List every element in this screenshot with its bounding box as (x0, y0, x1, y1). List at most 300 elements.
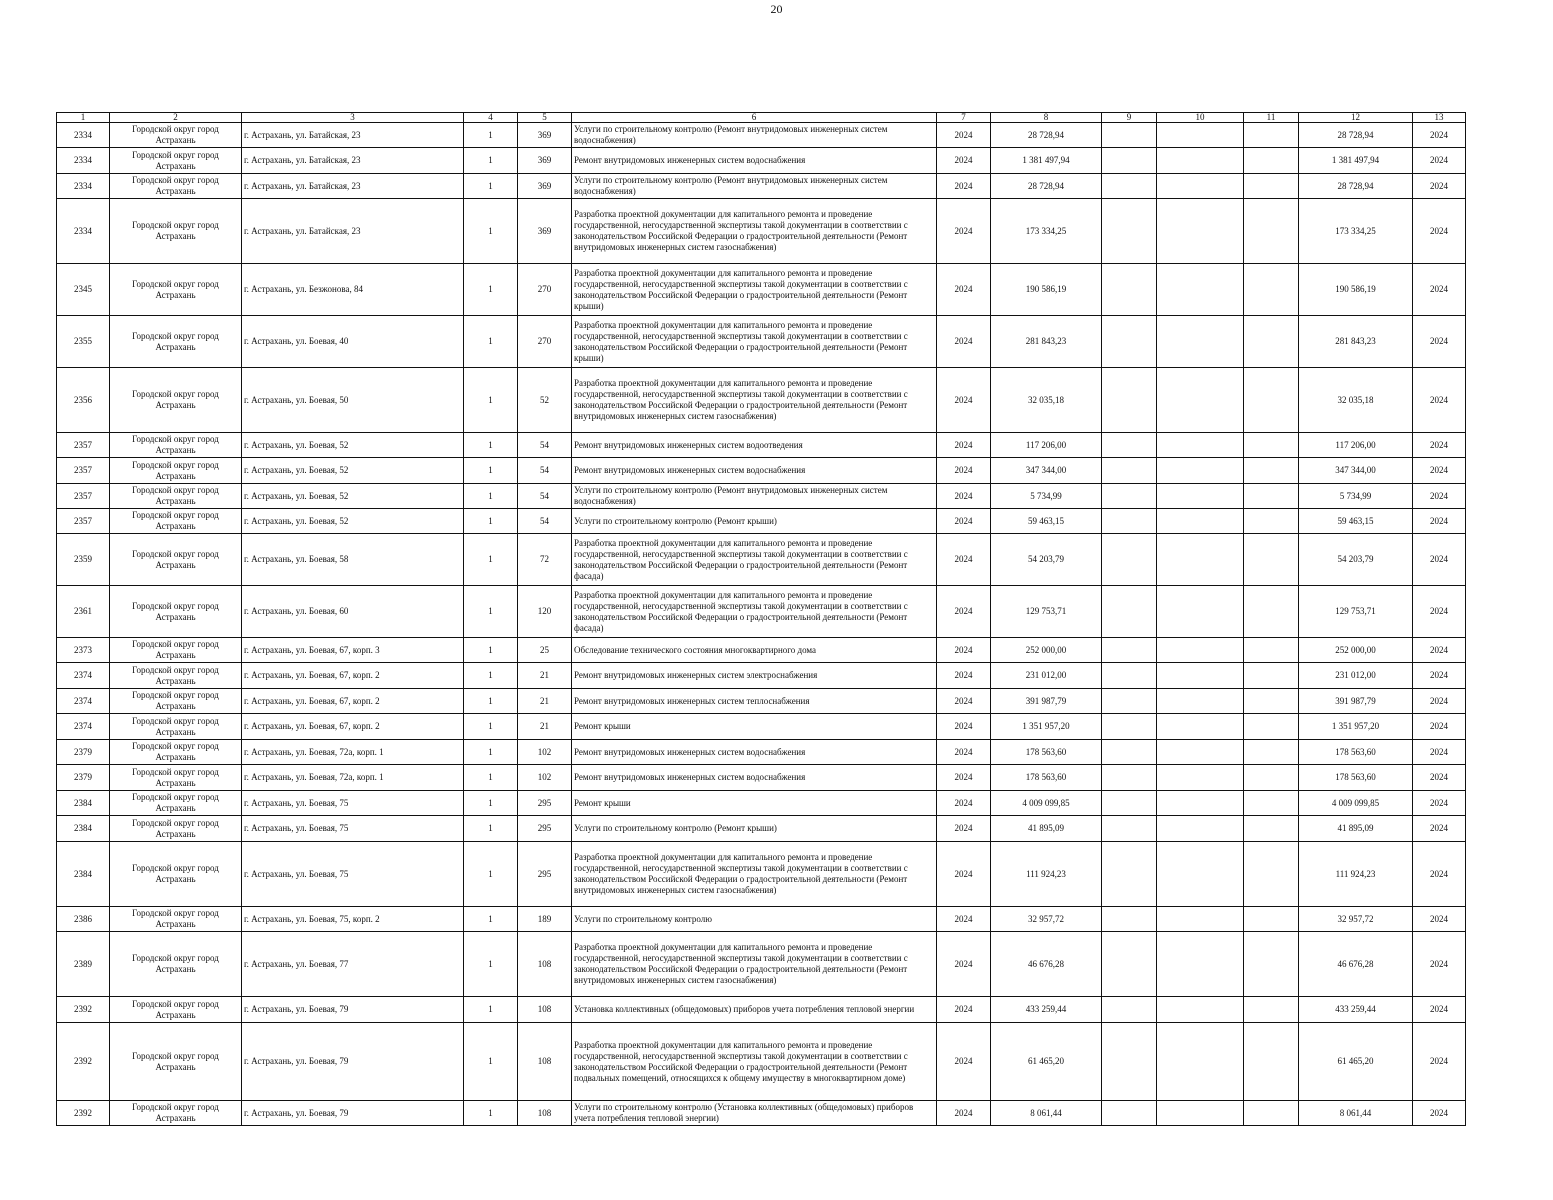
work-type-cell: Услуги по строительному контролю (Ремонт крыши) (572, 509, 937, 534)
year-cell: 2024 (937, 199, 991, 264)
address-cell: г. Астрахань, ул. Боевая, 60 (242, 586, 464, 638)
col11-cell (1244, 534, 1299, 586)
fund-amount-cell: 61 465,20 (1299, 1023, 1413, 1101)
col5-cell: 270 (518, 316, 572, 368)
col10-cell (1157, 264, 1244, 316)
fund-amount-cell: 190 586,19 (1299, 264, 1413, 316)
col5-cell: 21 (518, 714, 572, 740)
table-row (57, 534, 1466, 586)
col5-cell: 369 (518, 199, 572, 264)
record-id: 2334 (57, 174, 110, 199)
municipality-cell: Городской округ город Астрахань (110, 316, 242, 368)
table-row (57, 997, 1466, 1023)
col5-cell: 369 (518, 148, 572, 174)
col10-cell (1157, 509, 1244, 534)
col10-cell (1157, 1023, 1244, 1101)
col5-cell: 270 (518, 264, 572, 316)
col4-cell: 1 (464, 458, 518, 484)
municipality-cell: Городской округ город Астрахань (110, 534, 242, 586)
col11-cell (1244, 997, 1299, 1023)
col5-cell: 54 (518, 509, 572, 534)
table-row (57, 433, 1466, 458)
record-id: 2357 (57, 509, 110, 534)
col4-cell: 1 (464, 932, 518, 997)
col10-cell (1157, 842, 1244, 907)
col5-cell: 369 (518, 174, 572, 199)
address-cell: г. Астрахань, ул. Боевая, 40 (242, 316, 464, 368)
col11-cell (1244, 1101, 1299, 1126)
table-row (57, 123, 1466, 148)
address-cell: г. Астрахань, ул. Боевая, 52 (242, 509, 464, 534)
col11-cell (1244, 509, 1299, 534)
record-id: 2373 (57, 638, 110, 663)
fund-amount-cell: 46 676,28 (1299, 932, 1413, 997)
municipality-cell: Городской округ город Астрахань (110, 997, 242, 1023)
completion-year-cell: 2024 (1413, 458, 1466, 484)
col9-cell (1102, 791, 1157, 816)
col4-cell: 1 (464, 816, 518, 842)
col11-cell (1244, 765, 1299, 791)
table-row (57, 199, 1466, 264)
fund-amount-cell: 391 987,79 (1299, 689, 1413, 714)
record-id: 2384 (57, 816, 110, 842)
col5-cell: 21 (518, 663, 572, 689)
fund-amount-cell: 433 259,44 (1299, 997, 1413, 1023)
table-row (57, 316, 1466, 368)
col4-cell: 1 (464, 484, 518, 509)
address-cell: г. Астрахань, ул. Боевая, 72а, корп. 1 (242, 765, 464, 791)
table-row (57, 509, 1466, 534)
completion-year-cell: 2024 (1413, 316, 1466, 368)
total-cost-cell: 1 381 497,94 (991, 148, 1102, 174)
total-cost-cell: 28 728,94 (991, 174, 1102, 199)
col4-cell: 1 (464, 689, 518, 714)
col9-cell (1102, 458, 1157, 484)
col10-cell (1157, 368, 1244, 433)
total-cost-cell: 281 843,23 (991, 316, 1102, 368)
address-cell: г. Астрахань, ул. Боевая, 52 (242, 484, 464, 509)
work-type-cell: Услуги по строительному контролю (Ремонт внутридомовых инженерных систем водоснабжения) (572, 484, 937, 509)
col10-cell (1157, 638, 1244, 663)
year-cell: 2024 (937, 816, 991, 842)
work-type-cell: Ремонт внутридомовых инженерных систем водоснабжения (572, 765, 937, 791)
address-cell: г. Астрахань, ул. Боевая, 67, корп. 2 (242, 714, 464, 740)
col10-cell (1157, 458, 1244, 484)
fund-amount-cell: 231 012,00 (1299, 663, 1413, 689)
record-id: 2356 (57, 368, 110, 433)
year-cell: 2024 (937, 123, 991, 148)
fund-amount-cell: 111 924,23 (1299, 842, 1413, 907)
work-type-cell: Ремонт внутридомовых инженерных систем водоснабжения (572, 740, 937, 765)
address-cell: г. Астрахань, ул. Батайская, 23 (242, 174, 464, 199)
year-cell: 2024 (937, 638, 991, 663)
col5-cell: 54 (518, 433, 572, 458)
total-cost-cell: 178 563,60 (991, 740, 1102, 765)
completion-year-cell: 2024 (1413, 174, 1466, 199)
work-type-cell: Услуги по строительному контролю (Установка коллективных (общедомовых) приборов учета потребления тепловой энергии) (572, 1101, 937, 1126)
col5-cell: 295 (518, 842, 572, 907)
page-number: 20 (770, 2, 783, 16)
col9-cell (1102, 316, 1157, 368)
total-cost-cell: 28 728,94 (991, 123, 1102, 148)
col4-cell: 1 (464, 907, 518, 932)
completion-year-cell: 2024 (1413, 714, 1466, 740)
col4-cell: 1 (464, 791, 518, 816)
year-cell: 2024 (937, 1023, 991, 1101)
address-cell: г. Астрахань, ул. Батайская, 23 (242, 148, 464, 174)
table-row (57, 1101, 1466, 1126)
year-cell: 2024 (937, 148, 991, 174)
municipality-cell: Городской округ город Астрахань (110, 484, 242, 509)
col11-cell (1244, 433, 1299, 458)
record-id: 2334 (57, 199, 110, 264)
col5-cell: 21 (518, 689, 572, 714)
table-row (57, 638, 1466, 663)
municipality-cell: Городской округ город Астрахань (110, 1101, 242, 1126)
address-cell: г. Астрахань, ул. Боевая, 58 (242, 534, 464, 586)
col11-cell (1244, 123, 1299, 148)
municipality-cell: Городской округ город Астрахань (110, 199, 242, 264)
table-row (57, 1023, 1466, 1101)
col9-cell (1102, 433, 1157, 458)
record-id: 2359 (57, 534, 110, 586)
municipality-cell: Городской округ город Астрахань (110, 148, 242, 174)
year-cell: 2024 (937, 316, 991, 368)
fund-amount-cell: 173 334,25 (1299, 199, 1413, 264)
col11-cell (1244, 714, 1299, 740)
municipality-cell: Городской округ город Астрахань (110, 932, 242, 997)
year-cell: 2024 (937, 714, 991, 740)
col9-cell (1102, 714, 1157, 740)
year-cell: 2024 (937, 689, 991, 714)
address-cell: г. Астрахань, ул. Боевая, 79 (242, 1101, 464, 1126)
col10-cell (1157, 534, 1244, 586)
table-row (57, 907, 1466, 932)
column-header: 13 (1413, 113, 1466, 123)
address-cell: г. Астрахань, ул. Боевая, 75 (242, 791, 464, 816)
column-header: 2 (110, 113, 242, 123)
record-id: 2357 (57, 458, 110, 484)
total-cost-cell: 347 344,00 (991, 458, 1102, 484)
col4-cell: 1 (464, 368, 518, 433)
completion-year-cell: 2024 (1413, 765, 1466, 791)
total-cost-cell: 1 351 957,20 (991, 714, 1102, 740)
column-header: 5 (518, 113, 572, 123)
record-id: 2384 (57, 791, 110, 816)
record-id: 2379 (57, 765, 110, 791)
col11-cell (1244, 842, 1299, 907)
work-type-cell: Ремонт внутридомовых инженерных систем водоснабжения (572, 148, 937, 174)
total-cost-cell: 117 206,00 (991, 433, 1102, 458)
fund-amount-cell: 5 734,99 (1299, 484, 1413, 509)
col11-cell (1244, 316, 1299, 368)
address-cell: г. Астрахань, ул. Безжонова, 84 (242, 264, 464, 316)
record-id: 2374 (57, 714, 110, 740)
col10-cell (1157, 484, 1244, 509)
work-type-cell: Разработка проектной документации для капитального ремонта и проведение государственной, негосударственной экспертизы такой документации в соответствии с законодательством Российской Федерации о градостроительной деятельности (Ремонт крыши) (572, 316, 937, 368)
total-cost-cell: 433 259,44 (991, 997, 1102, 1023)
col5-cell: 52 (518, 368, 572, 433)
col4-cell: 1 (464, 433, 518, 458)
total-cost-cell: 5 734,99 (991, 484, 1102, 509)
total-cost-cell: 252 000,00 (991, 638, 1102, 663)
col11-cell (1244, 932, 1299, 997)
fund-amount-cell: 41 895,09 (1299, 816, 1413, 842)
address-cell: г. Астрахань, ул. Боевая, 67, корп. 2 (242, 689, 464, 714)
column-header: 4 (464, 113, 518, 123)
table-row (57, 932, 1466, 997)
address-cell: г. Астрахань, ул. Боевая, 67, корп. 3 (242, 638, 464, 663)
col4-cell: 1 (464, 148, 518, 174)
col4-cell: 1 (464, 765, 518, 791)
column-number-row (57, 113, 1466, 123)
col5-cell: 72 (518, 534, 572, 586)
total-cost-cell: 59 463,15 (991, 509, 1102, 534)
col9-cell (1102, 638, 1157, 663)
completion-year-cell: 2024 (1413, 484, 1466, 509)
year-cell: 2024 (937, 433, 991, 458)
col9-cell (1102, 199, 1157, 264)
column-header: 12 (1299, 113, 1413, 123)
municipality-cell: Городской округ город Астрахань (110, 368, 242, 433)
record-id: 2374 (57, 689, 110, 714)
col11-cell (1244, 484, 1299, 509)
record-id: 2389 (57, 932, 110, 997)
total-cost-cell: 391 987,79 (991, 689, 1102, 714)
col9-cell (1102, 689, 1157, 714)
table-row (57, 714, 1466, 740)
fund-amount-cell: 1 351 957,20 (1299, 714, 1413, 740)
col5-cell: 25 (518, 638, 572, 663)
year-cell: 2024 (937, 791, 991, 816)
col11-cell (1244, 907, 1299, 932)
work-type-cell: Разработка проектной документации для капитального ремонта и проведение государственной, негосударственной экспертизы такой документации в соответствии с законодательством Российской Федерации о градостроительной деятельности (Ремонт внутридомовых инженерных систем газоснабжения) (572, 199, 937, 264)
municipality-cell: Городской округ город Астрахань (110, 264, 242, 316)
year-cell: 2024 (937, 932, 991, 997)
col4-cell: 1 (464, 586, 518, 638)
col11-cell (1244, 1023, 1299, 1101)
record-id: 2384 (57, 842, 110, 907)
completion-year-cell: 2024 (1413, 907, 1466, 932)
year-cell: 2024 (937, 663, 991, 689)
work-type-cell: Разработка проектной документации для капитального ремонта и проведение государственной, негосударственной экспертизы такой документации в соответствии с законодательством Российской Федерации о градостроительной деятельности (Ремонт внутридомовых инженерных систем газоснабжения) (572, 842, 937, 907)
completion-year-cell: 2024 (1413, 997, 1466, 1023)
completion-year-cell: 2024 (1413, 791, 1466, 816)
municipality-cell: Городской округ город Астрахань (110, 765, 242, 791)
col10-cell (1157, 123, 1244, 148)
col5-cell: 54 (518, 484, 572, 509)
record-id: 2374 (57, 663, 110, 689)
col10-cell (1157, 997, 1244, 1023)
col4-cell: 1 (464, 638, 518, 663)
col5-cell: 102 (518, 740, 572, 765)
col9-cell (1102, 534, 1157, 586)
completion-year-cell: 2024 (1413, 433, 1466, 458)
col4-cell: 1 (464, 997, 518, 1023)
col9-cell (1102, 174, 1157, 199)
completion-year-cell: 2024 (1413, 1023, 1466, 1101)
address-cell: г. Астрахань, ул. Батайская, 23 (242, 123, 464, 148)
work-type-cell: Ремонт крыши (572, 714, 937, 740)
municipality-cell: Городской округ город Астрахань (110, 907, 242, 932)
fund-amount-cell: 28 728,94 (1299, 174, 1413, 199)
record-id: 2361 (57, 586, 110, 638)
col10-cell (1157, 433, 1244, 458)
col9-cell (1102, 1023, 1157, 1101)
col11-cell (1244, 586, 1299, 638)
col5-cell: 108 (518, 1023, 572, 1101)
fund-amount-cell: 178 563,60 (1299, 765, 1413, 791)
col11-cell (1244, 368, 1299, 433)
fund-amount-cell: 117 206,00 (1299, 433, 1413, 458)
work-type-cell: Разработка проектной документации для капитального ремонта и проведение государственной, негосударственной экспертизы такой документации в соответствии с законодательством Российской Федерации о градостроительной деятельности (Ремонт внутридомовых инженерных систем газоснабжения) (572, 368, 937, 433)
total-cost-cell: 231 012,00 (991, 663, 1102, 689)
municipality-cell: Городской округ город Астрахань (110, 740, 242, 765)
col9-cell (1102, 816, 1157, 842)
year-cell: 2024 (937, 765, 991, 791)
fund-amount-cell: 347 344,00 (1299, 458, 1413, 484)
work-type-cell: Разработка проектной документации для капитального ремонта и проведение государственной, негосударственной экспертизы такой документации в соответствии с законодательством Российской Федерации о градостроительной деятельности (Ремонт крыши) (572, 264, 937, 316)
col10-cell (1157, 689, 1244, 714)
work-type-cell: Ремонт внутридомовых инженерных систем теплоснабжения (572, 689, 937, 714)
col4-cell: 1 (464, 123, 518, 148)
table-row (57, 458, 1466, 484)
work-type-cell: Разработка проектной документации для капитального ремонта и проведение государственной, негосударственной экспертизы такой документации в соответствии с законодательством Российской Федерации о градостроительной деятельности (Ремонт подвальных помещений, относящихся к общему имуществу в многоквартирном доме) (572, 1023, 937, 1101)
column-header: 9 (1102, 113, 1157, 123)
completion-year-cell: 2024 (1413, 1101, 1466, 1126)
col4-cell: 1 (464, 714, 518, 740)
col11-cell (1244, 174, 1299, 199)
col9-cell (1102, 123, 1157, 148)
col4-cell: 1 (464, 509, 518, 534)
record-id: 2392 (57, 1101, 110, 1126)
total-cost-cell: 178 563,60 (991, 765, 1102, 791)
column-header: 1 (57, 113, 110, 123)
year-cell: 2024 (937, 509, 991, 534)
municipality-cell: Городской округ город Астрахань (110, 174, 242, 199)
year-cell: 2024 (937, 534, 991, 586)
table-row (57, 368, 1466, 433)
col9-cell (1102, 907, 1157, 932)
col5-cell: 108 (518, 932, 572, 997)
year-cell: 2024 (937, 174, 991, 199)
year-cell: 2024 (937, 740, 991, 765)
table-row (57, 765, 1466, 791)
col5-cell: 295 (518, 816, 572, 842)
work-type-cell: Обследование технического состояния многоквартирного дома (572, 638, 937, 663)
col10-cell (1157, 932, 1244, 997)
work-type-cell: Услуги по строительному контролю (Ремонт внутридомовых инженерных систем водоснабжения) (572, 174, 937, 199)
work-type-cell: Ремонт крыши (572, 791, 937, 816)
municipality-cell: Городской округ город Астрахань (110, 689, 242, 714)
col11-cell (1244, 816, 1299, 842)
work-type-cell: Ремонт внутридомовых инженерных систем водоотведения (572, 433, 937, 458)
year-cell: 2024 (937, 907, 991, 932)
column-header: 8 (991, 113, 1102, 123)
completion-year-cell: 2024 (1413, 689, 1466, 714)
completion-year-cell: 2024 (1413, 509, 1466, 534)
col10-cell (1157, 816, 1244, 842)
table-row (57, 174, 1466, 199)
col9-cell (1102, 932, 1157, 997)
record-id: 2392 (57, 1023, 110, 1101)
fund-amount-cell: 28 728,94 (1299, 123, 1413, 148)
column-header: 3 (242, 113, 464, 123)
col9-cell (1102, 509, 1157, 534)
record-id: 2357 (57, 484, 110, 509)
col11-cell (1244, 689, 1299, 714)
column-header: 11 (1244, 113, 1299, 123)
address-cell: г. Астрахань, ул. Боевая, 50 (242, 368, 464, 433)
col5-cell: 369 (518, 123, 572, 148)
col4-cell: 1 (464, 534, 518, 586)
col9-cell (1102, 264, 1157, 316)
total-cost-cell: 4 009 099,85 (991, 791, 1102, 816)
col11-cell (1244, 791, 1299, 816)
address-cell: г. Астрахань, ул. Боевая, 67, корп. 2 (242, 663, 464, 689)
completion-year-cell: 2024 (1413, 932, 1466, 997)
column-header: 10 (1157, 113, 1244, 123)
table-row (57, 816, 1466, 842)
address-cell: г. Астрахань, ул. Боевая, 75 (242, 816, 464, 842)
table-row (57, 842, 1466, 907)
col9-cell (1102, 368, 1157, 433)
total-cost-cell: 8 061,44 (991, 1101, 1102, 1126)
col11-cell (1244, 458, 1299, 484)
completion-year-cell: 2024 (1413, 123, 1466, 148)
work-type-cell: Услуги по строительному контролю (572, 907, 937, 932)
address-cell: г. Астрахань, ул. Боевая, 75, корп. 2 (242, 907, 464, 932)
table-row (57, 264, 1466, 316)
col5-cell: 120 (518, 586, 572, 638)
col4-cell: 1 (464, 1023, 518, 1101)
table-row (57, 740, 1466, 765)
record-id: 2345 (57, 264, 110, 316)
year-cell: 2024 (937, 368, 991, 433)
fund-amount-cell: 281 843,23 (1299, 316, 1413, 368)
col10-cell (1157, 316, 1244, 368)
col4-cell: 1 (464, 740, 518, 765)
address-cell: г. Астрахань, ул. Батайская, 23 (242, 199, 464, 264)
year-cell: 2024 (937, 264, 991, 316)
col11-cell (1244, 740, 1299, 765)
municipality-cell: Городской округ город Астрахань (110, 842, 242, 907)
address-cell: г. Астрахань, ул. Боевая, 79 (242, 997, 464, 1023)
col9-cell (1102, 740, 1157, 765)
col10-cell (1157, 740, 1244, 765)
work-type-cell: Ремонт внутридомовых инженерных систем электроснабжения (572, 663, 937, 689)
year-cell: 2024 (937, 1101, 991, 1126)
col10-cell (1157, 907, 1244, 932)
fund-amount-cell: 32 957,72 (1299, 907, 1413, 932)
total-cost-cell: 32 035,18 (991, 368, 1102, 433)
fund-amount-cell: 178 563,60 (1299, 740, 1413, 765)
col10-cell (1157, 1101, 1244, 1126)
col4-cell: 1 (464, 1101, 518, 1126)
record-id: 2386 (57, 907, 110, 932)
municipality-cell: Городской округ город Астрахань (110, 791, 242, 816)
table-row (57, 791, 1466, 816)
total-cost-cell: 61 465,20 (991, 1023, 1102, 1101)
address-cell: г. Астрахань, ул. Боевая, 52 (242, 433, 464, 458)
col9-cell (1102, 842, 1157, 907)
fund-amount-cell: 8 061,44 (1299, 1101, 1413, 1126)
table-row (57, 484, 1466, 509)
table-row (57, 586, 1466, 638)
address-cell: г. Астрахань, ул. Боевая, 77 (242, 932, 464, 997)
fund-amount-cell: 129 753,71 (1299, 586, 1413, 638)
col9-cell (1102, 663, 1157, 689)
